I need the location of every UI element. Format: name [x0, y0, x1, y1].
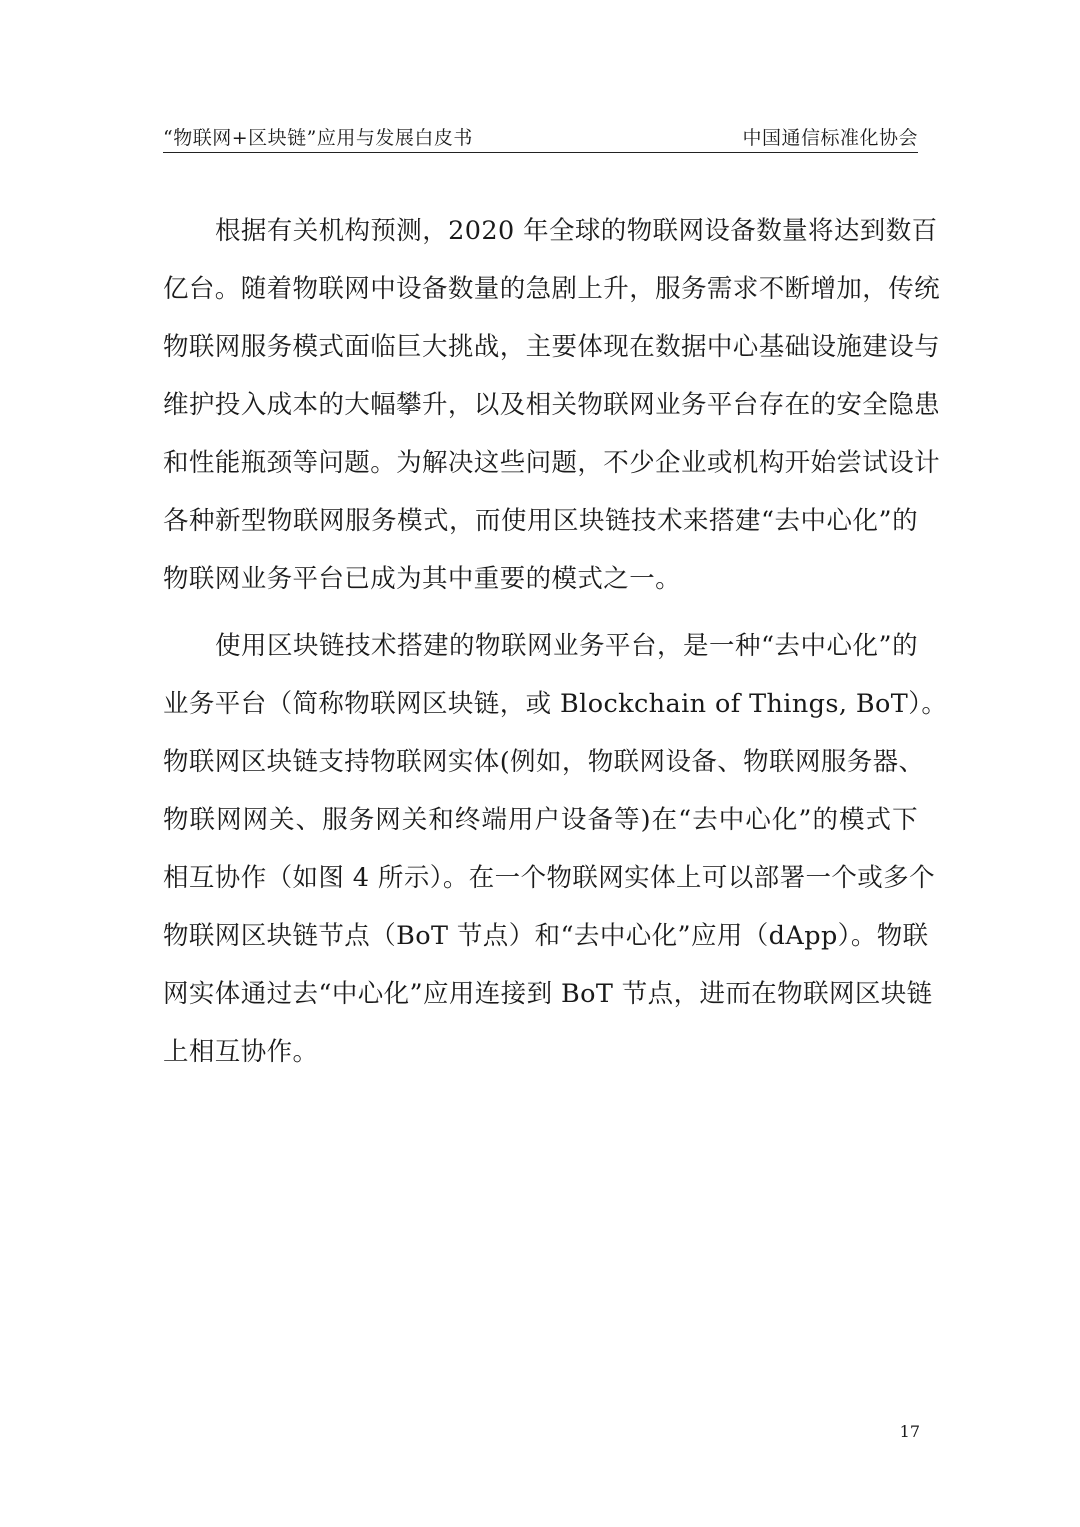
text-line: 网实体通过去“中心化”应用连接到 BoT 节点，进而在物联网区块链 — [163, 979, 933, 1009]
text-line: 物联网区块链节点（BoT 节点）和“去中心化”应用（dApp）。物联 — [163, 921, 929, 951]
text-line: 物联网网关、服务网关和终端用户设备等)在“去中心化”的模式下 — [163, 805, 918, 835]
text-line: 维护投入成本的大幅攀升，以及相关物联网业务平台存在的安全隐患 — [163, 390, 941, 420]
text-line: 物联网服务模式面临巨大挑战，主要体现在数据中心基础设施建设与 — [163, 332, 941, 362]
text-line: 和性能瓶颈等问题。为解决这些问题，不少企业或机构开始尝试设计 — [163, 448, 941, 478]
text-line: 业务平台（简称物联网区块链，或 Blockchain of Things, BoT）。 — [163, 689, 948, 719]
body-paragraph-1 — [163, 202, 941, 608]
text-line: 相互协作（如图 4 所示）。在一个物联网实体上可以部署一个或多个 — [163, 863, 935, 893]
body-paragraph-2 — [163, 617, 948, 1081]
text-line: 物联网区块链支持物联网实体(例如，物联网设备、物联网服务器、 — [163, 747, 925, 777]
text-line: 根据有关机构预测，2020 年全球的物联网设备数量将达到数百 — [215, 216, 938, 246]
text-line: 使用区块链技术搭建的物联网业务平台，是一种“去中心化”的 — [215, 631, 918, 661]
text-line: 各种新型物联网服务模式，而使用区块链技术来搭建“去中心化”的 — [163, 506, 918, 536]
text-line: 亿台。随着物联网中设备数量的急剧上升，服务需求不断增加，传统 — [163, 274, 941, 304]
organization-name: 中国通信标准化协会 — [742, 127, 918, 149]
page-number: 17 — [899, 1422, 920, 1441]
document-title: “物联网+区块链”应用与发展白皮书 — [163, 127, 473, 149]
text-line: 上相互协作。 — [163, 1037, 319, 1067]
text-line: 物联网业务平台已成为其中重要的模式之一。 — [163, 564, 682, 594]
page-header — [163, 126, 918, 153]
